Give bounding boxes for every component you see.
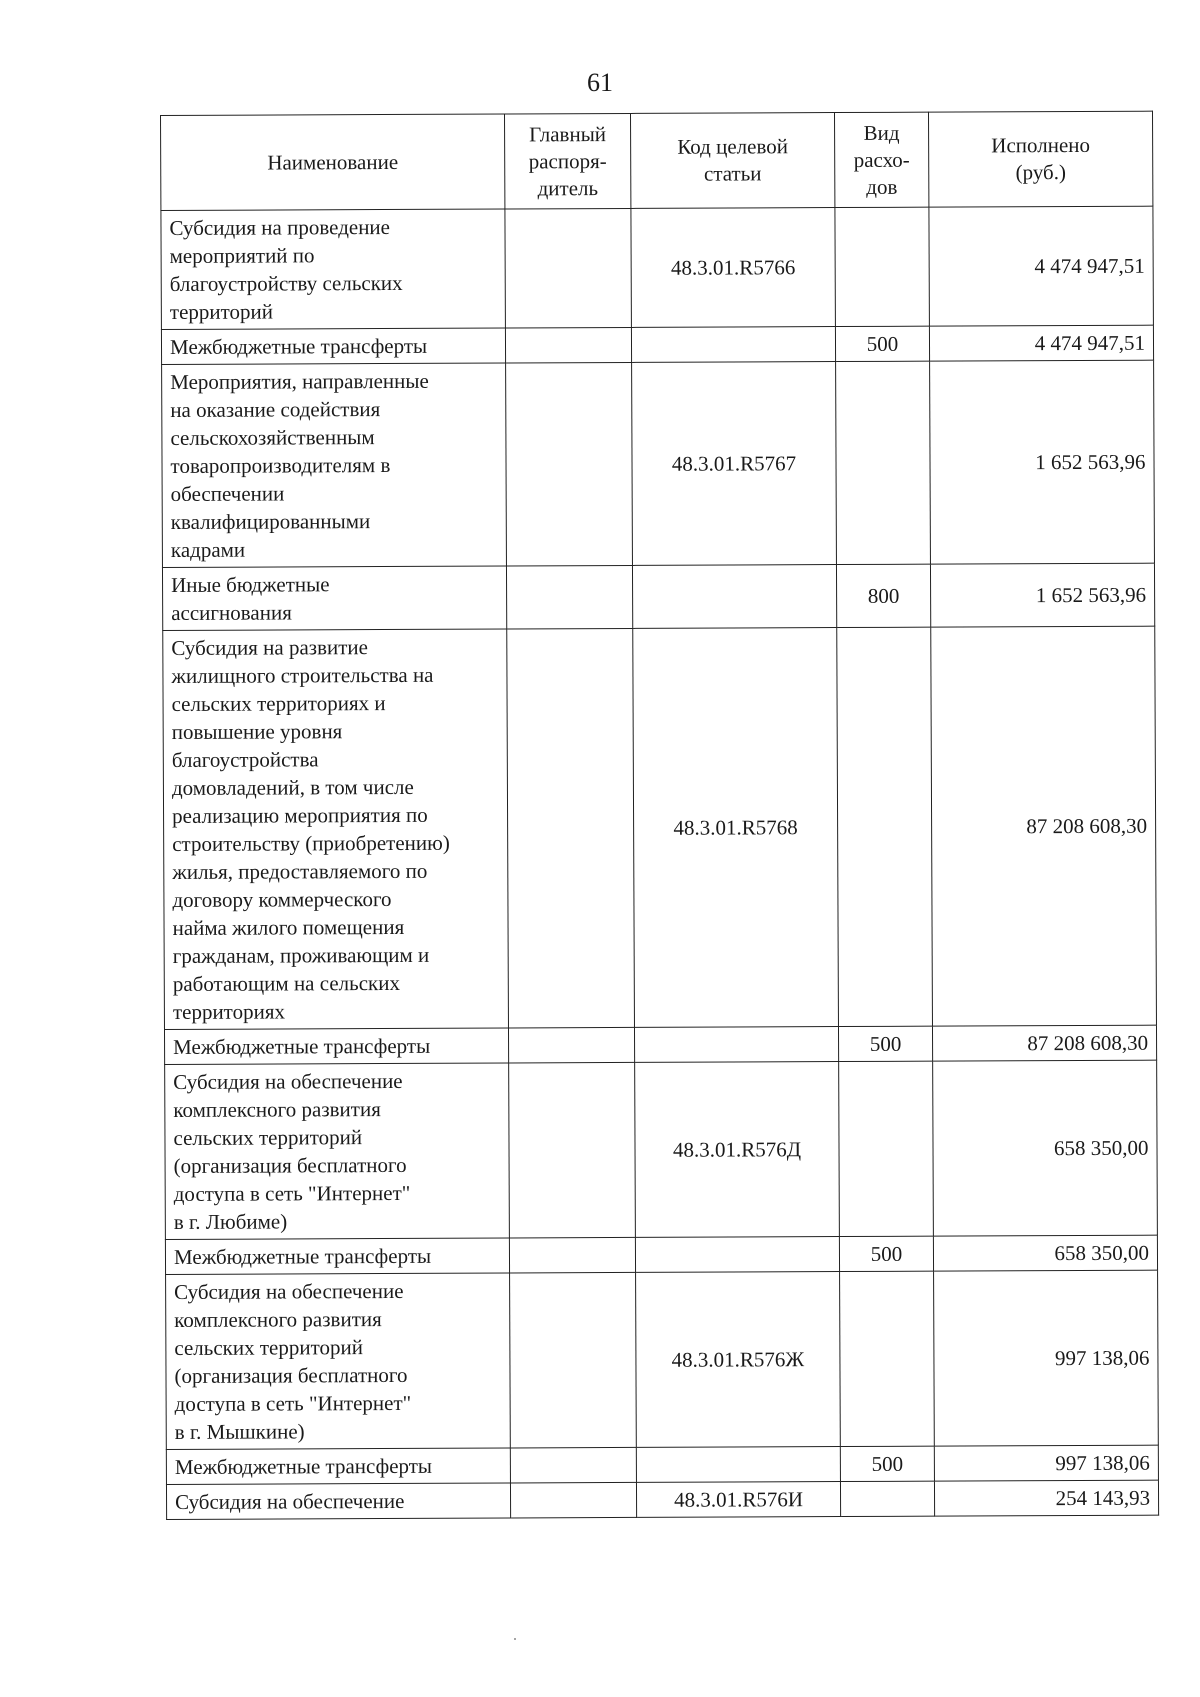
table-row — [161, 206, 1154, 329]
row-amount: 4 474 947,51 — [929, 325, 1153, 361]
row-manager — [505, 208, 632, 328]
header-main-manager: Главный распоря- дитель — [504, 113, 630, 209]
row-name: Межбюджетные трансферты — [164, 1028, 508, 1065]
row-manager — [506, 565, 632, 629]
row-amount: 254 143,93 — [934, 1480, 1158, 1516]
table-row — [166, 1445, 1158, 1484]
row-kind: 500 — [838, 1026, 932, 1061]
scan-speck — [514, 1638, 516, 1640]
row-amount: 87 208 608,30 — [932, 1025, 1156, 1061]
row-kind — [836, 361, 931, 564]
table-row — [163, 626, 1157, 1029]
row-manager — [507, 628, 635, 1028]
row-code: 48.3.01.R576И — [636, 1482, 840, 1518]
row-name: Субсидия на обеспечение комплексного развития сельских территорий (организация бесплатного доступа в сеть "Интернет" в г. Мышкине) — [166, 1273, 511, 1449]
row-name: Субсидия на обеспечение комплексного развития сельских территорий (организация бесплатного доступа в сеть "Интернет" в г. Любиме) — [165, 1063, 510, 1239]
row-code: 48.3.01.R5766 — [631, 208, 836, 328]
row-code — [636, 1447, 840, 1483]
row-kind: 500 — [840, 1446, 934, 1481]
table-row — [165, 1060, 1158, 1239]
row-manager — [510, 1272, 637, 1448]
row-name: Межбюджетные трансферты — [161, 328, 505, 365]
header-expense-type: Вид расхо- дов — [834, 112, 928, 207]
table-row — [161, 325, 1153, 364]
row-manager — [509, 1062, 636, 1238]
row-code — [631, 327, 835, 363]
row-manager — [509, 1237, 635, 1273]
row-manager — [510, 1482, 636, 1518]
row-kind — [840, 1271, 935, 1446]
header-target-code: Код целевой статьи — [630, 113, 834, 209]
row-amount: 87 208 608,30 — [931, 626, 1157, 1026]
row-manager — [510, 1447, 636, 1483]
row-kind: 500 — [835, 326, 929, 361]
table-row — [165, 1235, 1157, 1274]
row-amount: 1 652 563,96 — [930, 360, 1155, 564]
row-kind — [840, 1481, 934, 1516]
row-code: 48.3.01.R576Ж — [636, 1272, 841, 1448]
row-name: Субсидия на развитие жилищного строительства на сельских территориях и повышение уровня благоустройства домовладений, в том числе реализацию мероприятия по строительству (приобретению) жилья, предоставляемого по договору коммерческого найма жилого помещения гражданам, проживающим и работающим на сельских территориях — [163, 629, 509, 1029]
row-manager — [506, 362, 633, 566]
row-kind — [835, 207, 930, 326]
header-name: Наименование — [161, 114, 505, 211]
row-code — [634, 1027, 838, 1063]
row-name: Субсидия на обеспечение — [166, 1483, 510, 1520]
row-code — [632, 565, 836, 629]
row-name: Межбюджетные трансферты — [165, 1238, 509, 1275]
row-amount: 1 652 563,96 — [930, 563, 1154, 627]
row-kind — [837, 627, 933, 1026]
row-kind — [839, 1061, 934, 1236]
row-manager — [508, 1027, 634, 1063]
header-executed: Исполнено (руб.) — [928, 111, 1152, 207]
row-amount: 658 350,00 — [933, 1235, 1157, 1271]
table-row — [166, 1270, 1159, 1449]
row-code: 48.3.01.R5767 — [632, 362, 837, 566]
row-amount: 997 138,06 — [934, 1270, 1159, 1446]
row-name: Субсидия на проведение мероприятий по благоустройству сельских территорий — [161, 209, 506, 329]
table-row — [164, 1025, 1156, 1064]
table-row — [162, 360, 1155, 567]
row-code — [635, 1237, 839, 1273]
row-manager — [505, 327, 631, 363]
row-amount: 658 350,00 — [933, 1060, 1158, 1236]
row-name: Иные бюджетные ассигнования — [162, 566, 506, 631]
row-kind: 800 — [836, 564, 930, 627]
table-header-row — [161, 111, 1153, 210]
row-name: Межбюджетные трансферты — [166, 1448, 510, 1485]
table-row — [166, 1480, 1158, 1519]
budget-execution-table — [160, 111, 1159, 1520]
row-amount: 4 474 947,51 — [929, 206, 1154, 326]
page-number: 61 — [587, 68, 613, 97]
row-amount: 997 138,06 — [934, 1445, 1158, 1481]
table-row — [162, 563, 1154, 630]
row-code: 48.3.01.R5768 — [633, 628, 839, 1028]
row-code: 48.3.01.R576Д — [635, 1062, 840, 1238]
row-name: Мероприятия, направленные на оказание содействия сельскохозяйственным товаропроизводителям в обеспечении квалифицированными кадрами — [162, 363, 507, 567]
row-kind: 500 — [839, 1236, 933, 1271]
